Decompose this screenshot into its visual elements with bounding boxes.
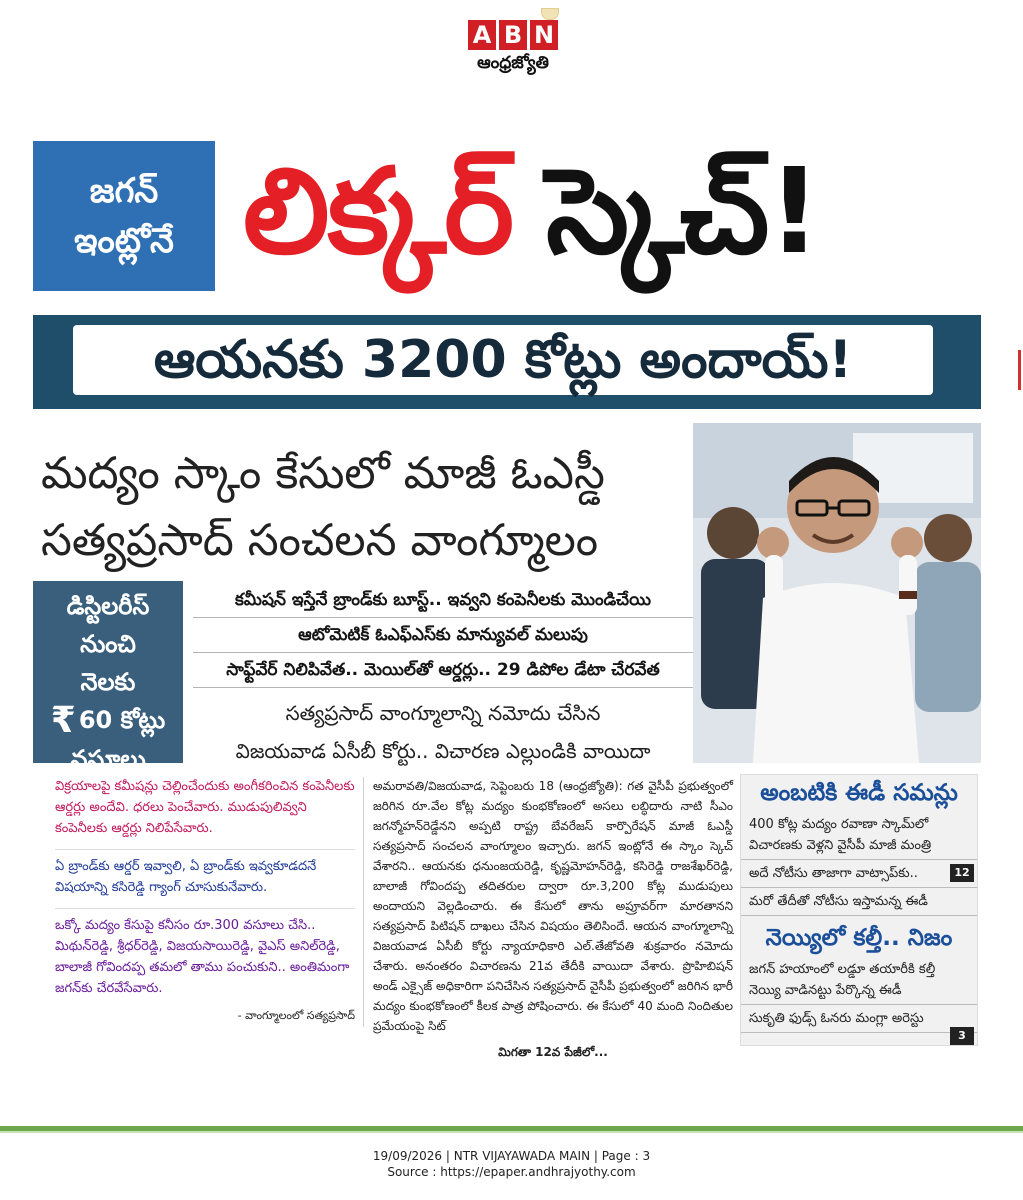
footer-source-line[interactable]: Source : https://epaper.andhrajyothy.com	[387, 1165, 636, 1179]
continued-link[interactable]: మిగతా 12వ పేజీలో...	[498, 1045, 608, 1059]
sidebox-amount-text: 60 కోట్లు	[78, 706, 166, 734]
logo-letter: N	[530, 20, 558, 50]
related-head-2[interactable]: నెయ్యిలో కల్తీ.. నిజం	[765, 925, 953, 951]
quote-purple: ఒక్కో మద్యం కేసుపై కనీసం రూ.300 వసూలు చేసి.. మిథున్‌రెడ్డి, శ్రీధర్‌రెడ్డి, విజయసాయిరెడ్డి, వైఎస్ అనిల్‌రెడ్డి, బాలాజీ గోవిందప్ప తమలో తాము పంచుకుని.. అంతిమంగా జగన్‌కు చేరవేసేవారు.	[55, 908, 355, 999]
sidebox-line: నుంచి	[80, 630, 136, 658]
headline-bar	[33, 315, 981, 409]
sidebox-line: వసూలు	[70, 745, 146, 773]
collection-sidebox	[33, 581, 183, 773]
edge-marker	[1018, 350, 1021, 390]
related-item-text: సుకృతి ఫుడ్స్ ఓనరు మంగ్లా అరెస్టు	[749, 1011, 924, 1026]
highlight-point: సాఫ్ట్‌వేర్ నిలిపివేత.. మెయిల్‌తో ఆర్డర్లు.. 29 డిపోల డేటా చేరవేత	[193, 653, 693, 688]
related-item: మరో తేదీతో నోటీసు ఇస్తామన్న ఈడీ	[741, 888, 977, 916]
court-line: విజయవాడ ఏసీబీ కోర్టు.. విచారణ ఎల్లుండికి వాయిదా	[235, 739, 651, 763]
article-body: అమరావతి/విజయవాడ, సెప్టెంబరు 18 (ఆంధ్రజ్యోతి): గత వైసీపీ ప్రభుత్వంలో జరిగిన రూ.వేల కోట్ల మద్యం కుంభకోణంలో అసలు లబ్ధిదారు నాటి సీఎం జగన్మోహన్‌రెడ్డేనని అప్పటి రాష్ట్ర బేవరేజస్ కార్పొరేషన్ మాజీ ఓఎస్డీ సత్యప్రసాద్ సంచలన వాంగ్మూలం ఇచ్చారు. జగన్ ఇంట్లోనే ఈ స్కాం స్కెచ్ వేశారని.. ఆయనకు ధనుంజయరెడ్డి, కృష్ణమోహన్‌రెడ్డి, కసిరెడ్డి రాజశేఖర్‌రెడ్డి, బాలాజీ గోవిందప్ప తదితరుల ద్వారా రూ.3,200 కోట్ల ముడుపులు అందాయని వెల్లడించారు. ఈ కేసులో తాను అప్రూవర్‌గా మారతానని సత్యప్రసాద్ పిటిషన్ దాఖలు చేసిన విషయం తెలిసిందే. ఆయన వాంగ్మూలాన్ని విజయవాడ ఏసీబీ కోర్టు న్యాయాధికారి ఎల్.తేజోవతి శుక్రవారం నమోదు చేశారు. అనంతరం విచారణను 21వ తేదీకి వాయిదా వేశారు. ప్రొహిబిషన్ అండ్ ఎక్సైజ్ అధికారిగా పనిచేసిన సత్యప్రసాద్ వైసీపీ ప్రభుత్వంలో జరిగిన భారీ మద్యం కుంభకోణంలో కీలక పాత్ర పోషించారు. ఈ కేసులో 40 మంది నిందితుల ప్రమేయంపై సిట్	[373, 779, 733, 1033]
headline-black: స్కెచ్!	[546, 142, 820, 280]
abn-andhrajyothy-logo[interactable]	[463, 20, 563, 80]
footer-edition-line: 19/09/2026 | NTR VIJAYAWADA MAIN | Page : 3	[372, 1149, 651, 1163]
subheadline-line-2: సత్యప్రసాద్ సంచలన వాంగ్మూలం	[41, 515, 599, 566]
related-item-text: అదే నోటీసు తాజాగా వాట్సాప్‌కు..	[749, 866, 918, 881]
article-column	[373, 776, 733, 1062]
masthead	[0, 0, 1023, 110]
logo-letter: A	[468, 20, 496, 50]
highlight-points	[193, 583, 693, 770]
main-headline	[243, 123, 981, 303]
highlight-point: కమీషన్ ఇస్తేనే బ్రాండ్‌కు బూస్ట్.. ఇవ్వని కంపెనీలకు మొండిచేయి	[193, 583, 693, 618]
rupee-icon: ₹	[50, 700, 76, 741]
subheadline-line-1: మద్యం స్కాం కేసులో మాజీ ఓఎస్డీ	[41, 448, 605, 499]
grass-divider-light	[0, 1131, 1023, 1133]
page-ref-badge[interactable]: 3	[950, 1027, 974, 1045]
sidebox-amount	[33, 701, 183, 740]
cup-icon	[541, 8, 559, 20]
person-photo-icon	[693, 423, 981, 763]
quote-signature: - వాంగ్మూలంలో సత్యప్రసాద్	[237, 1009, 355, 1022]
news-photo	[693, 423, 981, 763]
related-item	[741, 860, 977, 888]
sidebox-line: డిస్టిలరీస్	[66, 592, 150, 620]
related-item: 400 కోట్ల మద్యం రవాణా స్కామ్‌లో విచారణకు వెళ్లని వైసీపీ మాజీ మంత్రి	[741, 811, 977, 860]
newspaper-page	[33, 117, 981, 1059]
quote-pink: విక్రయాలపై కమీషన్లు చెల్లించేందుకు అంగీకరించిన కంపెనీలకు ఆర్డర్లు అందేవి. ధరలు పెంచేవారు. ముడుపులివ్వని కంపెనీలకు ఆర్డర్లు నిలిపేసేవారు.	[55, 779, 355, 836]
headline-bar-text: ఆయనకు 3200 కోట్లు అందాయ్!	[73, 325, 933, 395]
related-news-box	[740, 774, 978, 1046]
quote-column	[55, 776, 355, 1025]
sidebox-line: నెలకు	[80, 668, 136, 696]
headline-red: లిక్కర్	[243, 142, 513, 280]
court-line: సత్యప్రసాద్ వాంగ్మూలాన్ని నమోదు చేసిన	[285, 701, 601, 725]
footer	[0, 1148, 1023, 1180]
kicker-box	[33, 141, 215, 291]
related-item: జగన్ హయాంలో లడ్డూ తయారీకి కల్తీ నెయ్యి వాడినట్టు పేర్కొన్న ఈడీ	[741, 956, 977, 1005]
related-item	[741, 1005, 977, 1042]
quote-blue: ఏ బ్రాండ్‌కు ఆర్డర్ ఇవ్వాలి, ఏ బ్రాండ్‌కు ఇవ్వకూడదనే విషయాన్ని కసిరెడ్డి గ్యాంగ్ చూసుకునేవారు.	[55, 849, 355, 898]
page-ref-badge[interactable]: 12	[950, 864, 974, 882]
logo-letter: B	[499, 20, 527, 50]
logo-letters	[463, 20, 563, 50]
kicker-line: ఇంట్లోనే	[74, 221, 174, 261]
column-divider	[363, 777, 364, 1027]
highlight-point: ఆటోమెటిక్ ఓఎఫ్ఎస్‌కు మాన్యువల్ మలుపు	[193, 618, 693, 653]
kicker-line: జగన్	[89, 171, 159, 211]
logo-subtitle: ఆంధ్రజ్యోతి	[477, 53, 549, 73]
related-head-1[interactable]: అంబటికి ఈడీ సమన్లు	[760, 780, 958, 806]
